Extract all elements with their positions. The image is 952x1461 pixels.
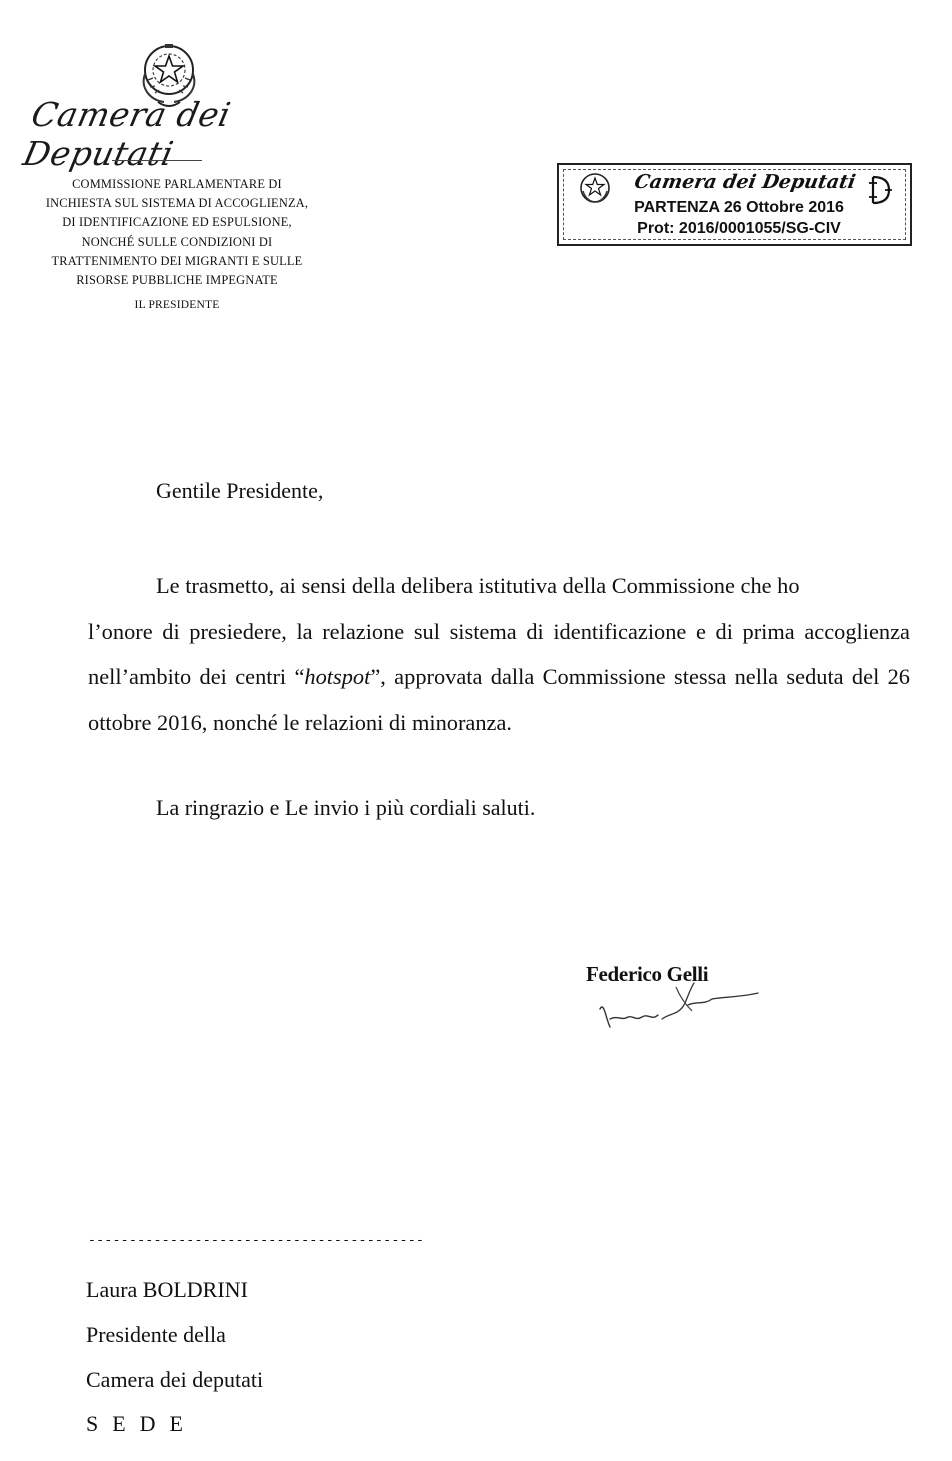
- addressee-title-line1: Presidente della: [86, 1322, 226, 1347]
- paragraph-text-mid: l’onore di presiedere, la relazione sul sistema di identificazione e di prima accoglienza nell’ambito dei centri “: [88, 618, 910, 689]
- committee-line: TRATTENIMENTO DEI MIGRANTI E SULLE: [51, 253, 303, 268]
- letterhead-divider: [112, 160, 202, 161]
- signer-name: Federico Gelli: [586, 962, 709, 986]
- paragraph-text-end: ”, approvata dalla Commissione stessa nella seduta del 26 ottobre 2016, nonché le relazioni di minoranza.: [88, 664, 910, 735]
- stamp-protocol-number: Prot: 2016/0001055/SG-CIV: [637, 220, 841, 237]
- committee-line: DI IDENTIFICAZIONE ED ESPULSIONE,: [62, 215, 292, 230]
- stamp-departure-date: PARTENZA 26 Ottobre 2016: [634, 199, 844, 216]
- committee-line: COMMISSIONE PARLAMENTARE DI: [72, 177, 282, 191]
- handwritten-signature: [592, 975, 762, 1035]
- letterhead-house-name: Camera dei Deputati: [19, 95, 235, 173]
- committee-line: INCHIESTA SUL SISTEMA DI ACCOGLIENZA,: [45, 196, 309, 211]
- letter-paragraph: [88, 563, 910, 745]
- stamp-house-name: Camera dei Deputati: [632, 171, 858, 193]
- committee-line: RISORSE PUBBLICHE IMPEGNATE: [76, 273, 278, 288]
- addressee-location: SEDE: [86, 1411, 197, 1436]
- salutation: Gentile Presidente,: [156, 478, 324, 503]
- addressee-name: Laura BOLDRINI: [86, 1277, 248, 1302]
- letterhead-role: IL PRESIDENTE: [134, 299, 220, 312]
- committee-line: NONCHÉ SULLE CONDIZIONI DI: [81, 234, 273, 249]
- addressee-separator: -----------------------------------------: [88, 1233, 425, 1248]
- protocol-stamp: [557, 163, 912, 246]
- paragraph-hotspot-term: hotspot: [304, 664, 371, 689]
- paragraph-first-line: Le trasmetto, ai sensi della delibera istitutiva della Commissione che ho: [156, 573, 800, 598]
- committee-name: [12, 175, 342, 315]
- addressee-title-line2: Camera dei deputati: [86, 1367, 264, 1392]
- closing-greeting: La ringrazio e Le invio i più cordiali saluti.: [156, 795, 536, 820]
